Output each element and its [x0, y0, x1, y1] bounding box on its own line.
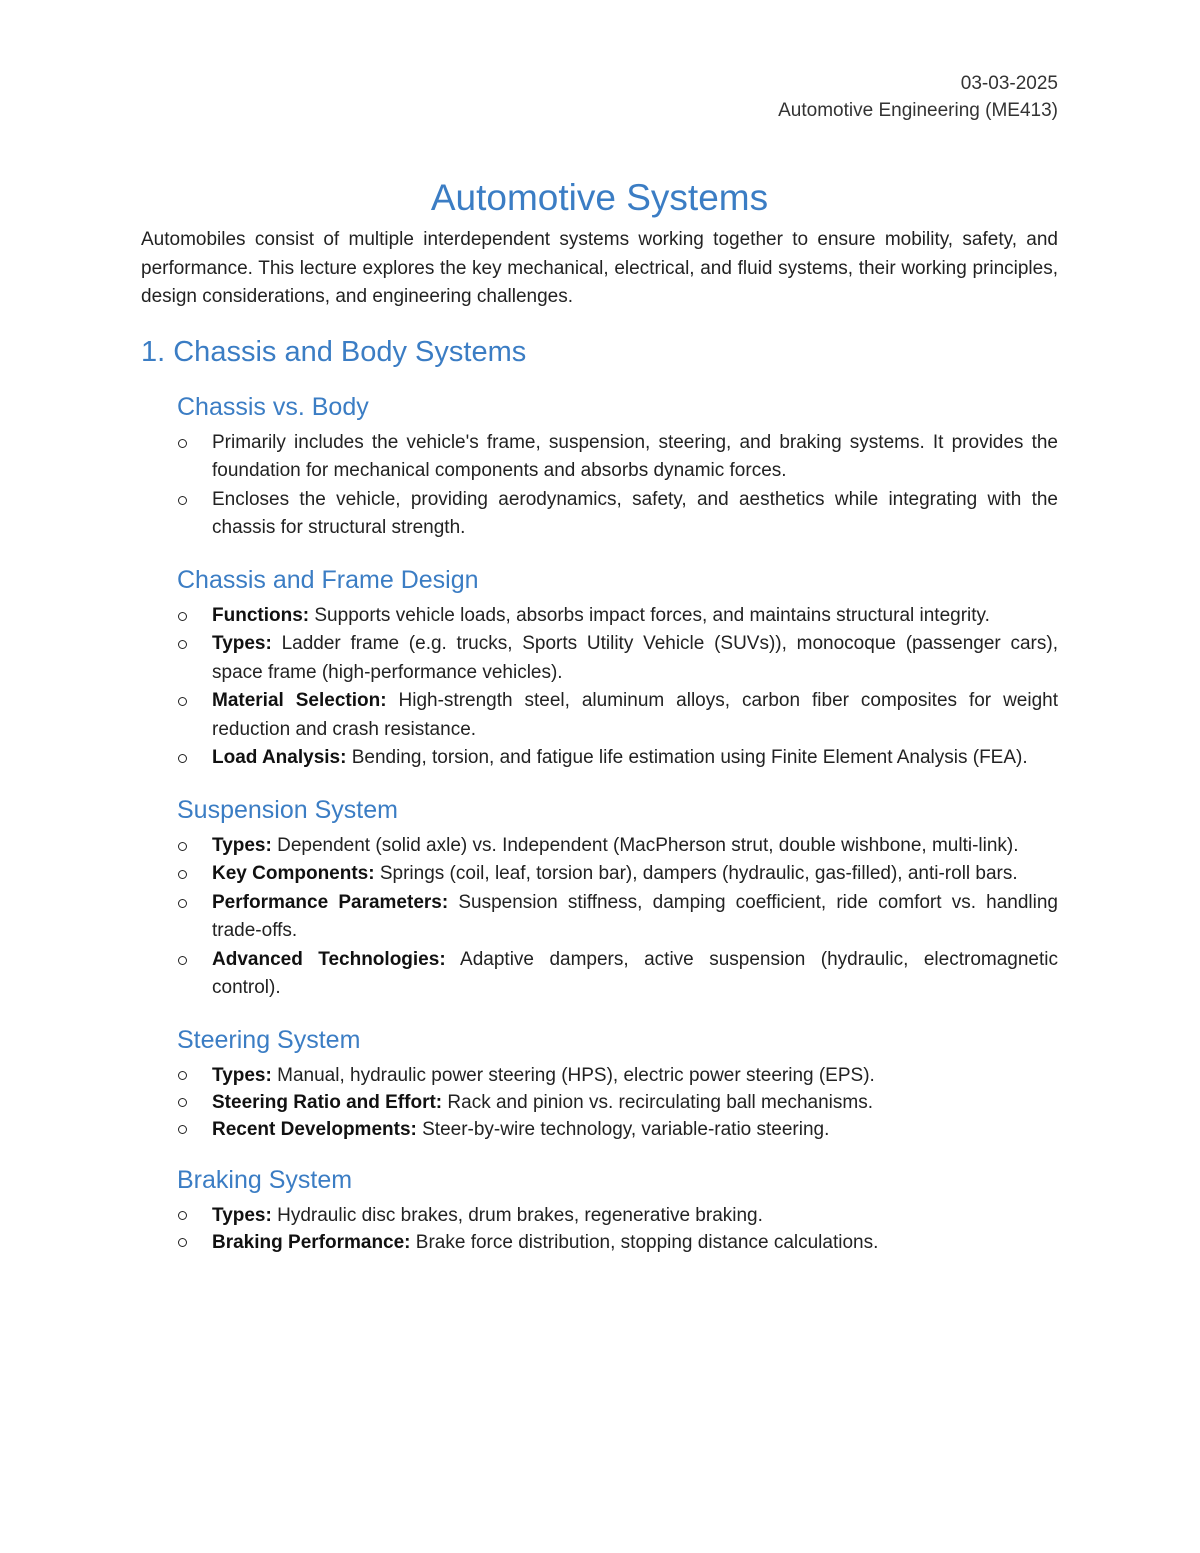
intro-paragraph: Automobiles consist of multiple interdependent systems working together to ensure mobility, safety, and performance. This lecture explores the key mechanical, electrical, and fluid systems, their working principles, design considerations, and engineering challenges.	[141, 229, 1058, 307]
section-heading-chassis-body: 1. Chassis and Body Systems	[141, 335, 527, 368]
bullet-circle-icon	[178, 870, 187, 879]
subsection-heading-frame-design: Chassis and Frame Design	[177, 565, 479, 594]
bullet-circle-icon	[178, 754, 187, 763]
bullet-circle-icon	[178, 697, 187, 706]
list-item-term: Advanced Technologies:	[212, 948, 446, 970]
list-item	[177, 630, 1058, 687]
list-item-text: Dependent (solid axle) vs. Independent (MacPherson strut, double wishbone, multi-link).	[271, 834, 1019, 856]
list-item-text: Springs (coil, leaf, torsion bar), dampers (hydraulic, gas-filled), anti-roll bars.	[374, 863, 1018, 884]
list-item-text: Rack and pinion vs. recirculating ball mechanisms.	[442, 1091, 873, 1113]
frame-design-list	[177, 602, 1058, 773]
list-item-text: Supports vehicle loads, absorbs impact forces, and maintains structural integrity.	[309, 604, 990, 626]
bullet-circle-icon	[178, 612, 187, 621]
list-item-term: Performance Parameters:	[212, 891, 449, 913]
list-item-term: Recent Developments:	[212, 1118, 417, 1140]
list-item	[177, 486, 1058, 543]
bullet-circle-icon	[178, 899, 187, 908]
list-item-term: Types:	[212, 1064, 272, 1086]
list-item	[177, 1062, 1058, 1089]
page-title: Automotive Systems	[430, 177, 769, 218]
chassis-vs-body-list	[177, 429, 1058, 543]
list-item	[177, 1116, 1058, 1143]
list-item	[177, 429, 1058, 486]
list-item	[177, 946, 1058, 1003]
header-date: 03-03-2025	[960, 73, 1058, 94]
suspension-list	[177, 832, 1058, 1003]
list-item-term: Material Selection:	[212, 690, 387, 711]
subsection-heading-steering: Steering System	[177, 1025, 361, 1054]
list-item-text: Ladder frame (e.g. trucks, Sports Utility Vehicle (SUVs)), monocoque (passenger cars), space frame (high-performance vehicles).	[212, 633, 1058, 683]
bullet-circle-icon	[178, 1071, 187, 1080]
list-item	[177, 1229, 1058, 1256]
list-item	[177, 744, 1058, 773]
list-item-text: Bending, torsion, and fatigue life estimation using Finite Element Analysis (FEA).	[346, 747, 1028, 768]
steering-list	[177, 1062, 1058, 1143]
list-item	[177, 1089, 1058, 1116]
bullet-circle-icon	[178, 1238, 187, 1247]
bullet-circle-icon	[178, 640, 187, 649]
document-page	[141, 70, 1058, 1256]
list-item	[177, 889, 1058, 946]
list-item-text: Brake force distribution, stopping distance calculations.	[410, 1231, 879, 1253]
list-item-term: Braking Performance:	[212, 1231, 411, 1253]
list-item	[177, 687, 1058, 744]
list-item-text: Adaptive dampers, active suspension (hydraulic, electromagnetic control).	[212, 948, 1058, 998]
list-item-text: Primarily includes the vehicle's frame, suspension, steering, and braking systems. It provides the foundation for mechanical components and absorbs dynamic forces.	[212, 431, 1058, 481]
bullet-circle-icon	[178, 1211, 187, 1220]
list-item-term: Functions:	[212, 604, 310, 626]
header-course: Automotive Engineering (ME413)	[778, 100, 1058, 121]
list-item-term: Types:	[212, 633, 272, 654]
list-item-text: Steer-by-wire technology, variable-ratio steering.	[416, 1118, 830, 1140]
list-item-term: Steering Ratio and Effort:	[212, 1091, 443, 1113]
list-item	[177, 832, 1058, 861]
document-header	[141, 70, 1058, 124]
bullet-circle-icon	[178, 1098, 187, 1107]
braking-list	[177, 1202, 1058, 1256]
list-item	[177, 602, 1058, 631]
list-item-text: Manual, hydraulic power steering (HPS), electric power steering (EPS).	[271, 1064, 875, 1086]
list-item-term: Load Analysis:	[212, 747, 347, 768]
subsection-heading-suspension: Suspension System	[177, 795, 398, 824]
subsection-heading-braking: Braking System	[177, 1165, 353, 1194]
list-item	[177, 1202, 1058, 1229]
bullet-circle-icon	[178, 439, 187, 448]
bullet-circle-icon	[178, 1125, 187, 1134]
bullet-circle-icon	[178, 496, 187, 505]
bullet-circle-icon	[178, 956, 187, 965]
subsection-heading-chassis-vs-body: Chassis vs. Body	[177, 392, 369, 421]
list-item-term: Types:	[212, 834, 272, 856]
list-item	[177, 860, 1058, 889]
list-item-text: Encloses the vehicle, providing aerodynamics, safety, and aesthetics while integrating with the chassis for structural strength.	[212, 488, 1058, 538]
list-item-term: Types:	[212, 1204, 272, 1226]
list-item-text: Suspension stiffness, damping coefficient, ride comfort vs. handling trade-offs.	[212, 891, 1058, 941]
bullet-circle-icon	[178, 842, 187, 851]
list-item-term: Key Components:	[212, 863, 375, 884]
list-item-text: High-strength steel, aluminum alloys, carbon fiber composites for weight reduction and crash resistance.	[212, 690, 1058, 740]
list-item-text: Hydraulic disc brakes, drum brakes, regenerative braking.	[271, 1204, 763, 1226]
